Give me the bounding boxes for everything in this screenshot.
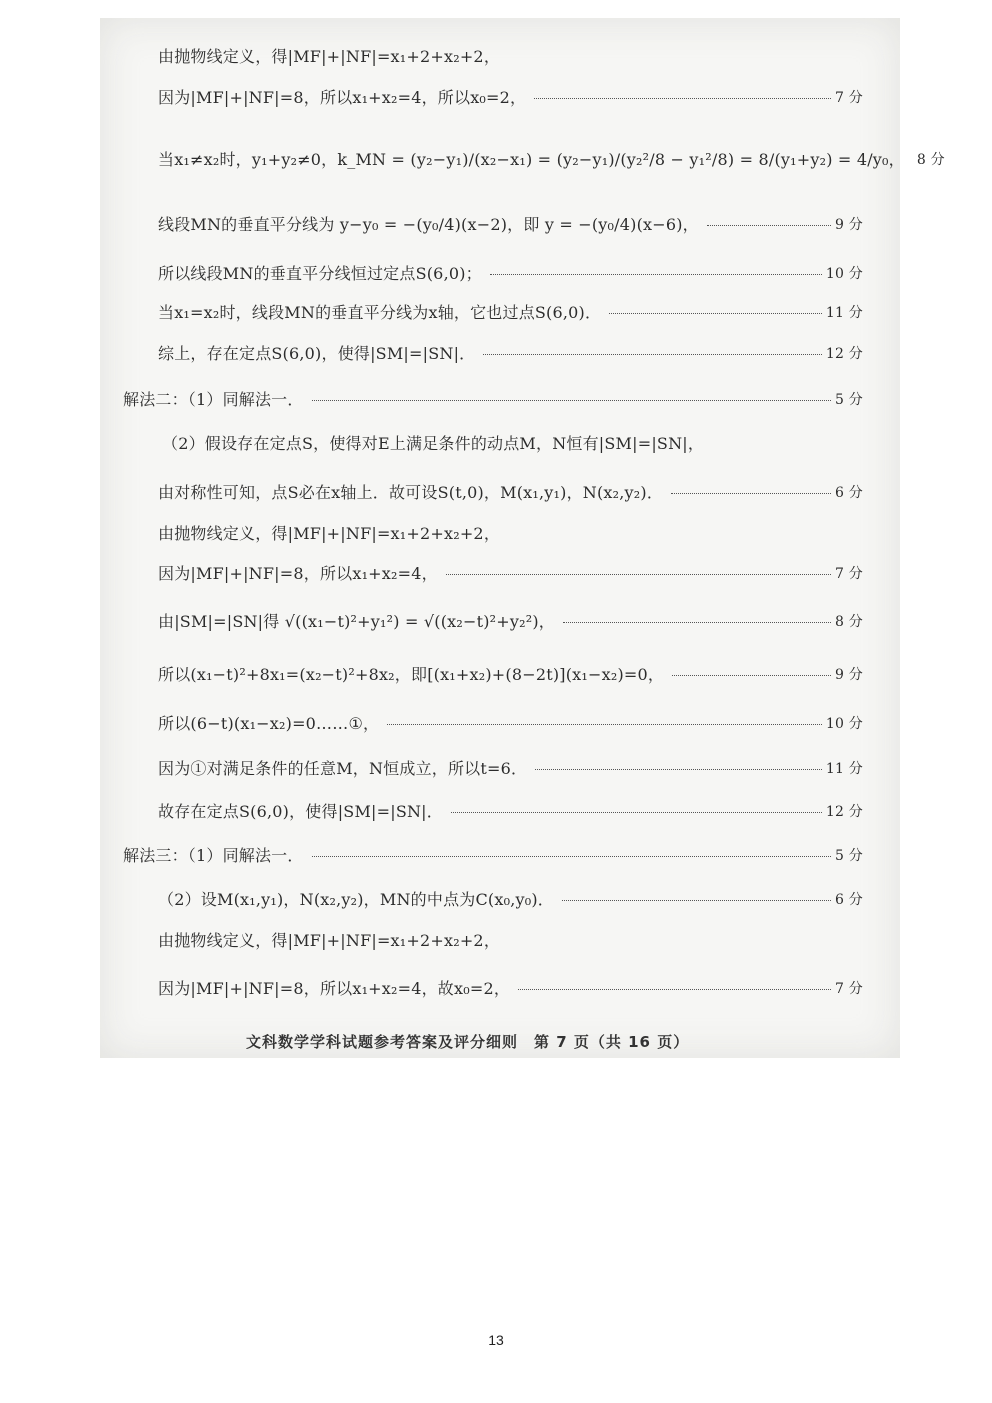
- answer-line: [158, 887, 863, 910]
- score-label: 11 分: [825, 760, 863, 777]
- score-label: 8 分: [916, 151, 945, 168]
- answer-line: [158, 662, 863, 685]
- dot-leader: [563, 622, 831, 623]
- dot-leader: [671, 493, 831, 494]
- dot-leader: [707, 225, 831, 226]
- answer-line: [123, 843, 863, 866]
- line-text: 由抛物线定义，得|MF|+|NF|=x₁+2+x₂+2，: [158, 931, 501, 950]
- line-text: 因为|MF|+|NF|=8，所以x₁+x₂=4，: [158, 564, 438, 583]
- score-label: 11 分: [825, 304, 863, 321]
- score-label: 5 分: [835, 847, 863, 864]
- answer-line: [158, 85, 863, 108]
- score-label: 7 分: [835, 89, 863, 106]
- answer-line: [158, 799, 863, 822]
- score-label: 5 分: [835, 391, 863, 408]
- score-label: 10 分: [825, 715, 863, 732]
- dot-leader: [312, 856, 831, 857]
- score-label: 6 分: [835, 484, 863, 501]
- answer-line: [158, 480, 863, 503]
- line-text: 故存在定点S(6,0)，使得|SM|=|SN|．: [158, 802, 443, 821]
- page-number: 13: [488, 1332, 504, 1348]
- line-text: 所以(6−t)(x₁−x₂)=0……①，: [158, 714, 380, 733]
- answer-line: [158, 147, 945, 170]
- line-text: 线段MN的垂直平分线为 y−y₀ = −(y₀/4)(x−2)，即 y = −(y₀/4)(x−6)，: [158, 215, 699, 234]
- answer-line: [158, 561, 863, 584]
- dot-leader: [535, 769, 822, 770]
- score-label: 9 分: [835, 666, 863, 683]
- score-label: 6 分: [835, 891, 863, 908]
- answer-line: [158, 976, 863, 999]
- line-text: 当x₁≠x₂时，y₁+y₂≠0，k_MN = (y₂−y₁)/(x₂−x₁) = (y₂−y₁)/(y₂²/8 − y₁²/8) = 8/(y₁+y₂) = 4/y₀，: [158, 150, 905, 169]
- line-text: 由对称性可知，点S必在x轴上．故可设S(t,0)，M(x₁,y₁)，N(x₂,y₂)．: [158, 483, 664, 502]
- line-text: （2）假设存在定点S，使得对E上满足条件的动点M，N恒有|SM|=|SN|，: [162, 434, 705, 453]
- answer-line: [158, 521, 863, 544]
- line-text: 因为①对满足条件的任意M，N恒成立，所以t=6．: [158, 759, 528, 778]
- answer-line: [162, 431, 863, 454]
- line-text: 解法二：（1）同解法一．: [123, 390, 304, 409]
- dot-leader: [446, 574, 831, 575]
- dot-leader: [451, 812, 822, 813]
- dot-leader: [483, 354, 822, 355]
- dot-leader: [518, 989, 831, 990]
- line-text: 综上，存在定点S(6,0)，使得|SM|=|SN|．: [158, 344, 476, 363]
- line-text: 所以线段MN的垂直平分线恒过定点S(6,0)；: [158, 264, 482, 283]
- dot-leader: [672, 675, 831, 676]
- answer-line: [158, 341, 863, 364]
- dot-leader: [534, 98, 831, 99]
- line-text: 由|SM|=|SN|得 √((x₁−t)²+y₁²) = √((x₂−t)²+y₂²)，: [158, 612, 555, 631]
- answer-line: [123, 387, 863, 410]
- answer-line: [158, 756, 863, 779]
- dot-leader: [490, 274, 822, 275]
- answer-line: [158, 711, 863, 734]
- score-label: 9 分: [835, 216, 863, 233]
- answer-line: [158, 609, 863, 632]
- line-text: 因为|MF|+|NF|=8，所以x₁+x₂=4，所以x₀=2，: [158, 88, 527, 107]
- page-footer: 文科数学学科试题参考答案及评分细则 第 7 页（共 16 页）: [246, 1033, 690, 1051]
- line-text: 当x₁=x₂时，线段MN的垂直平分线为x轴，它也过点S(6,0)．: [158, 303, 602, 322]
- score-label: 7 分: [835, 980, 863, 997]
- line-text: 由抛物线定义，得|MF|+|NF|=x₁+2+x₂+2，: [158, 47, 501, 66]
- answer-line: [158, 300, 863, 323]
- line-text: 所以(x₁−t)²+8x₁=(x₂−t)²+8x₂，即[(x₁+x₂)+(8−2t)](x₁−x₂)=0，: [158, 665, 665, 684]
- answer-line: [158, 212, 863, 235]
- line-text: 因为|MF|+|NF|=8，所以x₁+x₂=4，故x₀=2，: [158, 979, 511, 998]
- score-label: 8 分: [835, 613, 863, 630]
- line-text: 由抛物线定义，得|MF|+|NF|=x₁+2+x₂+2，: [158, 524, 501, 543]
- score-label: 10 分: [825, 265, 863, 282]
- dot-leader: [387, 724, 822, 725]
- dot-leader: [609, 313, 822, 314]
- score-label: 12 分: [825, 345, 863, 362]
- score-label: 7 分: [835, 565, 863, 582]
- answer-line: [158, 928, 863, 951]
- answer-line: [158, 261, 863, 284]
- line-text: （2）设M(x₁,y₁)，N(x₂,y₂)，MN的中点为C(x₀,y₀)．: [158, 890, 554, 909]
- answer-line: [158, 44, 863, 67]
- dot-leader: [562, 900, 831, 901]
- line-text: 解法三：（1）同解法一．: [123, 846, 304, 865]
- score-label: 12 分: [825, 803, 863, 820]
- dot-leader: [312, 400, 831, 401]
